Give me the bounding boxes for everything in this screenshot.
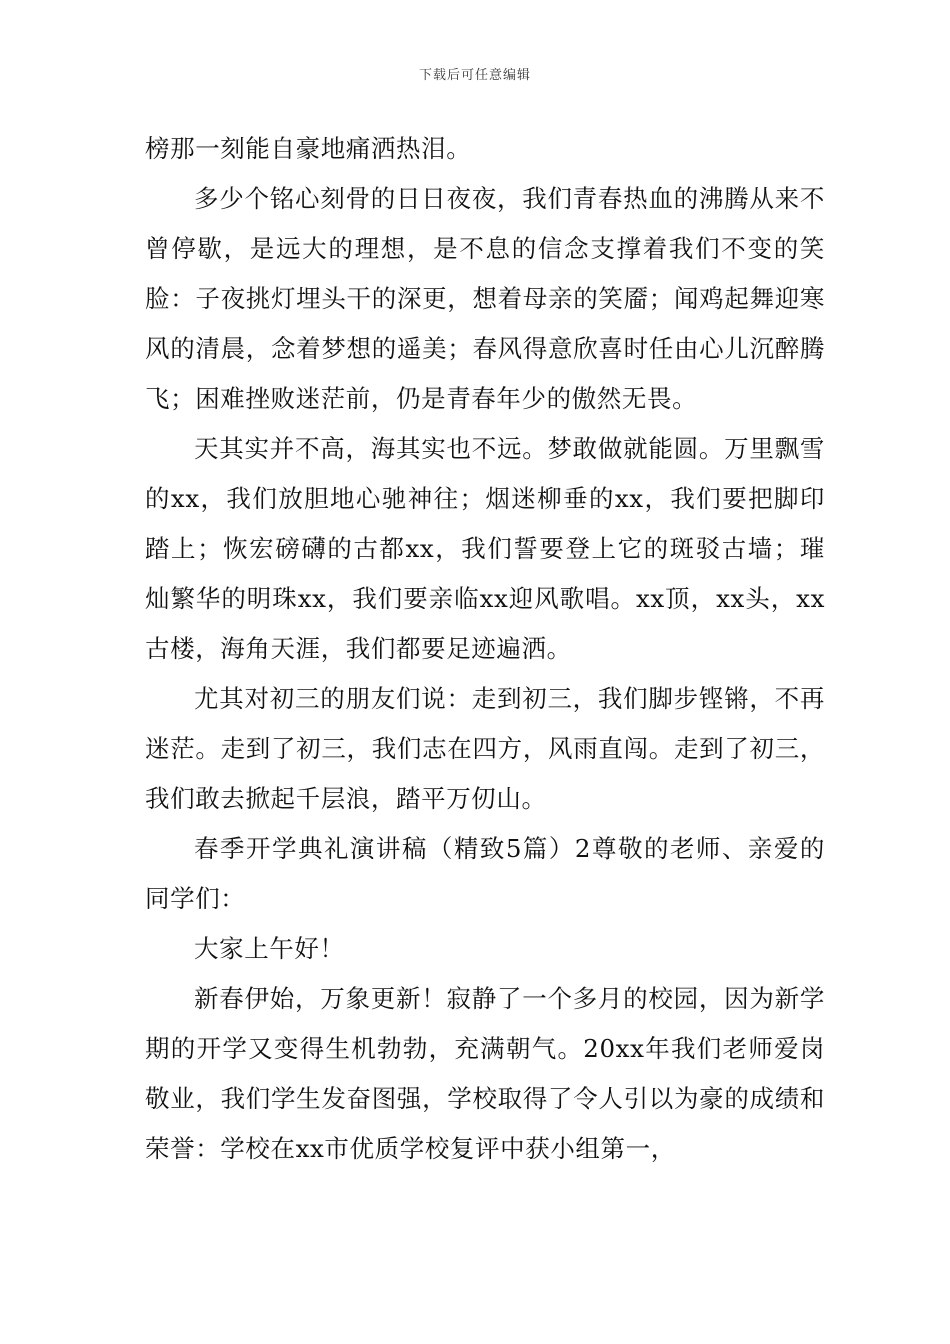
paragraph-6: 大家上午好！ bbox=[194, 934, 345, 963]
paragraph-1: 榜那一刻能自豪地痛洒热泪。 bbox=[145, 134, 472, 163]
paragraph-4: 尤其对初三的朋友们说：走到初三，我们脚步铿锵，不再迷茫。走到了初三，我们志在四方，风雨直闯。走到了初三，我们敢去掀起千层浪，踏平万仞山。 bbox=[145, 684, 825, 813]
paragraph-5: 春季开学典礼演讲稿（精致5篇）2尊敬的老师、亲爱的同学们： bbox=[145, 834, 825, 913]
paragraph-2: 多少个铭心刻骨的日日夜夜，我们青春热血的沸腾从来不曾停歇，是远大的理想，是不息的信念支撑着我们不变的笑脸：子夜挑灯埋头干的深更，想着母亲的笑靥；闻鸡起舞迎寒风的清晨，念着梦想的遥美；春风得意欣喜时任由心儿沉醉腾飞；困难挫败迷茫前，仍是青春年少的傲然无畏。 bbox=[145, 184, 825, 413]
paragraph-7: 新春伊始，万象更新！寂静了一个多月的校园，因为新学期的开学又变得生机勃勃，充满朝气。20xx年我们老师爱岗敬业，我们学生发奋图强，学校取得了令人引以为豪的成绩和荣誉：学校在xx市优质学校复评中获小组第一， bbox=[145, 984, 825, 1163]
page-header: 下载后可任意编辑 bbox=[418, 68, 531, 83]
paragraph-3: 天其实并不高，海其实也不远。梦敢做就能圆。万里飘雪的xx，我们放胆地心驰神往；烟迷柳垂的xx，我们要把脚印踏上；恢宏磅礴的古都xx，我们誓要登上它的斑驳古墙；璀灿繁华的明珠xx，我们要亲临xx迎风歌唱。xx顶，xx头，xx古楼，海角天涯，我们都要足迹遍洒。 bbox=[145, 434, 825, 663]
document-body bbox=[145, 124, 825, 1174]
